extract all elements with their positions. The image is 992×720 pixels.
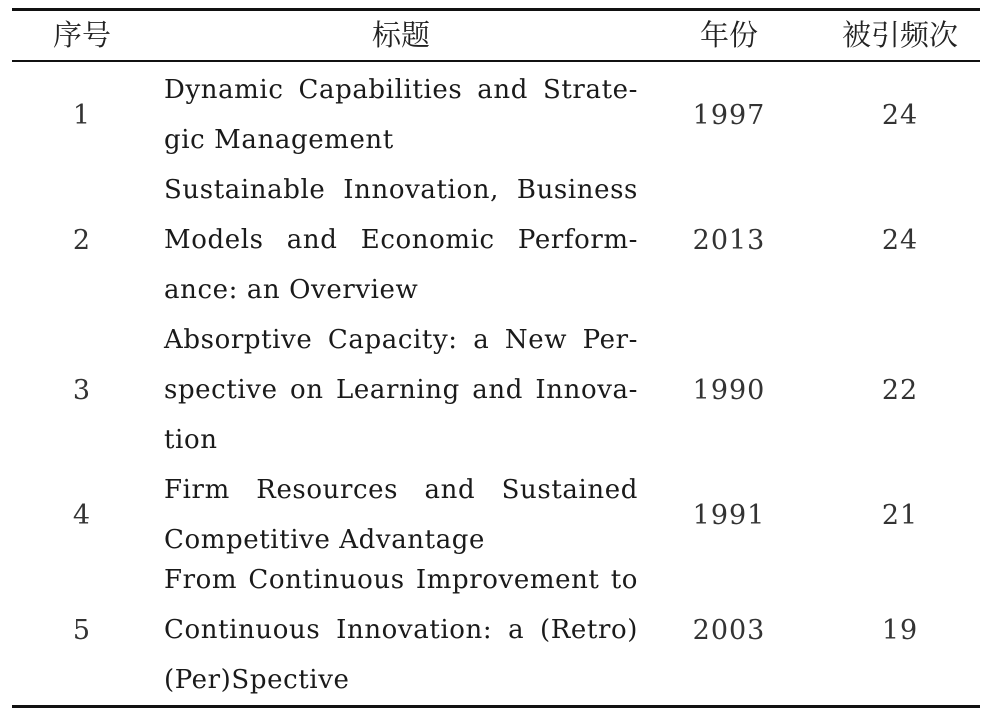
row-citations: 19	[881, 614, 919, 646]
title-line: Absorptive Capacity: a New Per-	[164, 325, 638, 355]
row-year: 2013	[692, 224, 766, 256]
row-title	[164, 65, 638, 165]
title-line: Continuous Innovation: a (Retro)	[164, 615, 638, 645]
table-row	[12, 555, 980, 705]
row-title	[164, 555, 638, 705]
title-line: Sustainable Innovation, Business	[164, 175, 638, 205]
row-citations: 22	[881, 374, 919, 406]
title-line: Competitive Advantage	[164, 525, 486, 555]
table-header-rule	[12, 60, 980, 62]
row-index: 5	[72, 614, 92, 646]
row-citations: 24	[881, 99, 919, 131]
title-line: Dynamic Capabilities and Strate-	[164, 75, 638, 105]
row-year: 2003	[692, 614, 766, 646]
row-year: 1997	[692, 99, 766, 131]
title-line: spective on Learning and Innova-	[164, 375, 638, 405]
title-line: Firm Resources and Sustained	[164, 475, 638, 505]
row-year: 1991	[692, 499, 766, 531]
header-year: 年份	[699, 18, 758, 52]
title-line: gic Management	[164, 125, 394, 155]
table-header-row	[12, 11, 980, 60]
table-row	[12, 315, 980, 465]
title-line: tion	[164, 425, 218, 455]
table-row	[12, 165, 980, 315]
row-index: 1	[72, 99, 92, 131]
title-line: ance: an Overview	[164, 275, 419, 305]
row-index: 2	[72, 224, 92, 256]
citation-table	[12, 8, 980, 710]
table-row	[12, 465, 980, 565]
header-title: 标题	[371, 18, 430, 52]
title-line: From Continuous Improvement to	[164, 565, 638, 595]
title-line: Models and Economic Perform-	[164, 225, 638, 255]
row-index: 3	[72, 374, 92, 406]
row-title	[164, 315, 638, 465]
header-index: 序号	[52, 18, 111, 52]
table-bottom-rule	[12, 705, 980, 708]
header-citations: 被引频次	[841, 18, 958, 52]
row-citations: 24	[881, 224, 919, 256]
row-index: 4	[72, 499, 92, 531]
table-row	[12, 65, 980, 165]
row-title	[164, 165, 638, 315]
title-line: (Per)Spective	[164, 665, 350, 695]
row-title	[164, 465, 638, 565]
row-year: 1990	[692, 374, 766, 406]
row-citations: 21	[881, 499, 919, 531]
